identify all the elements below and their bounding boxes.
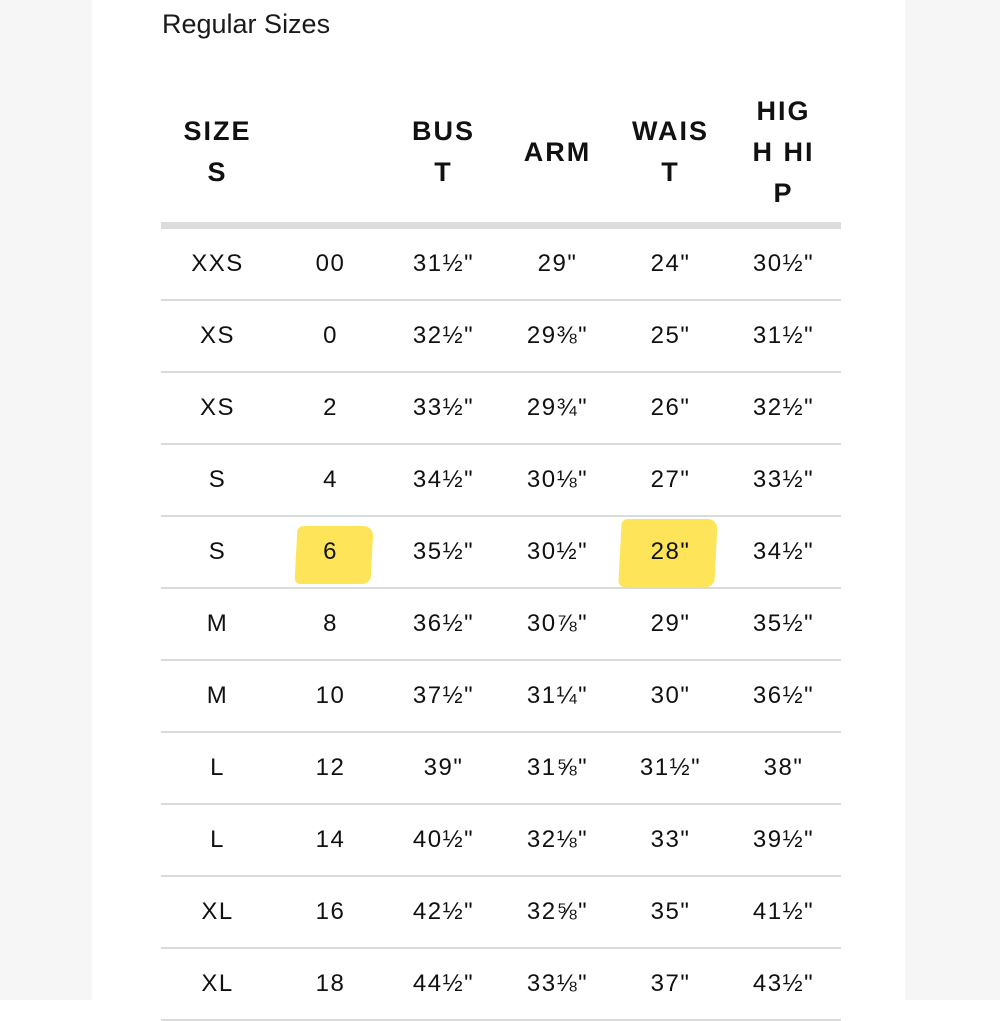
cell-bust: 32½" [412,322,475,349]
cell-waist: 30" [650,682,691,709]
cell-size: XS [199,322,235,349]
cell-number: 6 [323,538,338,565]
cell-size: XXS [191,250,244,277]
cell-bust: 36½" [412,610,475,637]
cell-high-hip: 36½" [752,682,815,709]
header-cell-waist: WAIST [631,116,709,187]
cell-arm: 32⅛" [526,826,589,853]
table-row [161,805,841,877]
cell-bust: 34½" [412,466,475,493]
cell-number: 16 [315,898,346,925]
cell-waist: 28" [650,538,691,565]
cell-bust: 42½" [412,898,475,925]
cell-number: 14 [315,826,346,853]
cell-high-hip: 41½" [752,898,815,925]
cell-high-hip: 33½" [752,466,815,493]
cell-high-hip: 32½" [752,394,815,421]
cell-waist: 25" [650,322,691,349]
table-row [161,877,841,949]
table-row [161,517,841,589]
cell-bust: 33½" [412,394,475,421]
cell-bust: 35½" [412,538,475,565]
cell-waist: 37" [650,970,691,997]
cell-size: S [208,466,227,493]
cell-waist: 27" [650,466,691,493]
cell-high-hip: 31½" [752,322,815,349]
cell-high-hip: 43½" [752,970,815,997]
cell-size: S [208,538,227,565]
cell-number: 10 [315,682,346,709]
cell-arm: 32⅝" [526,898,589,925]
cell-number: 0 [323,322,338,349]
cell-arm: 30⅞" [526,610,589,637]
size-table [161,82,841,1021]
cell-number: 4 [323,466,338,493]
cell-waist: 35" [650,898,691,925]
table-body [161,229,841,1021]
table-row [161,733,841,805]
cell-number: 18 [315,970,346,997]
header-cell-number [274,82,387,222]
cell-high-hip: 38" [763,754,804,781]
cell-arm: 29⅜" [526,322,589,349]
cell-size: L [210,754,225,781]
table-row [161,301,841,373]
header-cell-bust: BUST [411,116,475,187]
cell-size: M [206,682,229,709]
cell-arm: 30½" [526,538,589,565]
cell-arm: 30⅛" [526,466,589,493]
cell-arm: 31⅝" [526,754,589,781]
table-row [161,589,841,661]
cell-bust: 39" [423,754,464,781]
table-row [161,949,841,1021]
header-cell-arm: ARM [523,136,592,167]
cell-number: 12 [315,754,346,781]
cell-arm: 29" [537,250,578,277]
table-row [161,229,841,301]
table-header [161,82,841,222]
cell-waist: 29" [650,610,691,637]
cell-number: 2 [323,394,338,421]
cell-waist: 24" [650,250,691,277]
cell-number: 8 [323,610,338,637]
cell-bust: 44½" [412,970,475,997]
cell-arm: 29¾" [526,394,589,421]
cell-size: XL [201,898,234,925]
cell-size: XL [201,970,234,997]
cell-size: L [210,826,225,853]
cell-arm: 33⅛" [526,970,589,997]
table-row [161,445,841,517]
cell-size: M [206,610,229,637]
cell-size: XS [199,394,235,421]
table-row [161,373,841,445]
header-divider [161,222,841,229]
cell-arm: 31¼" [526,682,589,709]
cell-bust: 40½" [412,826,475,853]
cell-waist: 31½" [639,754,702,781]
cell-waist: 26" [650,394,691,421]
cell-number: 00 [315,250,346,277]
cell-high-hip: 35½" [752,610,815,637]
header-cell-high-hip: HIGH HIP [752,95,815,208]
table-row [161,661,841,733]
cell-waist: 33" [650,826,691,853]
cell-high-hip: 39½" [752,826,815,853]
cell-high-hip: 34½" [752,538,815,565]
header-cell-sizes: SIZES [183,116,252,187]
section-title: Regular Sizes [162,9,331,39]
cell-bust: 31½" [412,250,475,277]
cell-bust: 37½" [412,682,475,709]
cell-high-hip: 30½" [752,250,815,277]
